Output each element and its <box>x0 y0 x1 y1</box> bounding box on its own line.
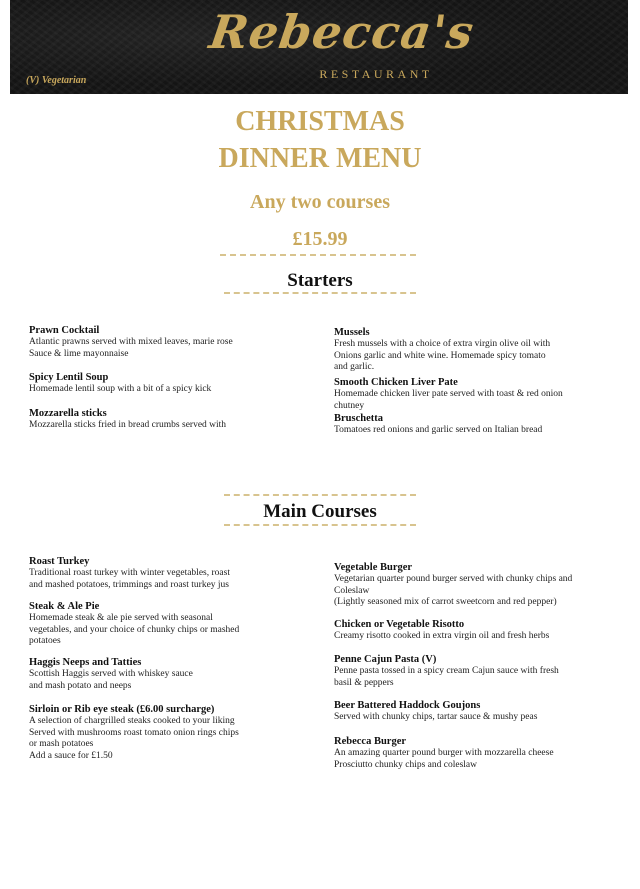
item-description: A selection of chargrilled steaks cooked to your liking Served with mushrooms roast tomato onion rings chips or mash potatoes Add a sauce for £1.50 <box>29 716 239 761</box>
divider <box>224 292 416 294</box>
item-description: Scottish Haggis served with whiskey sauce and mash potato and neeps <box>29 669 193 691</box>
item-name: Smooth Chicken Liver Pate <box>334 377 458 388</box>
menu-title-line2: DINNER MENU <box>218 143 422 174</box>
item-description: Vegetarian quarter pound burger served with chunky chips and Coleslaw (Lightly seasoned mix of carrot sweetcorn and red pepper) <box>334 574 573 607</box>
restaurant-logo: Rebecca's <box>206 5 478 59</box>
menu-item <box>334 654 619 689</box>
divider <box>220 254 416 256</box>
item-description: Creamy risotto cooked in extra virgin oil and fresh herbs <box>334 631 550 641</box>
menu-item <box>334 377 619 412</box>
item-name: Vegetable Burger <box>334 562 413 573</box>
menu-item <box>29 556 314 591</box>
item-description: Tomatoes red onions and garlic served on Italian bread <box>334 425 543 435</box>
menu-item <box>334 413 619 437</box>
item-name: Rebecca Burger <box>334 736 407 747</box>
item-description: Homemade chicken liver pate served with toast & red onion chutney <box>334 389 563 411</box>
menu-item <box>334 619 619 643</box>
menu-item <box>29 704 314 762</box>
menu-item <box>29 372 314 396</box>
menu-item <box>334 736 619 771</box>
vegetarian-note: (V) Vegetarian <box>26 75 87 86</box>
menu-item <box>29 325 314 360</box>
item-name: Prawn Cocktail <box>29 325 100 336</box>
header-banner <box>10 0 628 94</box>
item-name: Chicken or Vegetable Risotto <box>334 619 465 630</box>
item-description: Atlantic prawns served with mixed leaves, marie rose Sauce & lime mayonnaise <box>29 337 233 359</box>
menu-item <box>29 408 314 432</box>
menu-item <box>29 601 314 648</box>
menu-title-line1: CHRISTMAS <box>235 106 405 137</box>
menu-price: £15.99 <box>292 228 348 250</box>
item-description: Penne pasta tossed in a spicy cream Cajun sauce with fresh basil & peppers <box>334 666 559 688</box>
menu-item <box>334 327 619 374</box>
item-name: Mozzarella sticks <box>29 408 107 419</box>
item-name: Spicy Lentil Soup <box>29 372 109 383</box>
item-name: Bruschetta <box>334 413 383 424</box>
menu-subtitle: Any two courses <box>250 191 390 213</box>
divider <box>224 494 416 496</box>
item-name: Haggis Neeps and Tatties <box>29 657 142 668</box>
item-name: Steak & Ale Pie <box>29 601 100 612</box>
item-name: Beer Battered Haddock Goujons <box>334 700 481 711</box>
logo-subtitle: RESTAURANT <box>319 67 433 81</box>
item-name: Roast Turkey <box>29 556 90 567</box>
menu-item <box>334 562 619 609</box>
menu-item <box>29 657 314 692</box>
item-description: An amazing quarter pound burger with mozzarella cheese Prosciutto chunky chips and coleslaw <box>334 748 554 770</box>
item-description: Traditional roast turkey with winter vegetables, roast and mashed potatoes, trimmings and roast turkey jus <box>29 568 230 590</box>
item-description: Homemade lentil soup with a bit of a spicy kick <box>29 384 212 394</box>
item-description: Served with chunky chips, tartar sauce & mushy peas <box>334 712 538 722</box>
menu-item <box>334 700 619 724</box>
item-description: Homemade steak & ale pie served with seasonal vegetables, and your choice of chunky chips or mashed potatoes <box>29 613 240 646</box>
starters-heading: Starters <box>287 270 353 291</box>
item-description: Fresh mussels with a choice of extra virgin olive oil with Onions garlic and white wine. Homemade spicy tomato and garlic. <box>334 339 551 372</box>
divider <box>224 524 416 526</box>
item-name: Mussels <box>334 327 370 338</box>
mains-heading: Main Courses <box>263 501 377 522</box>
item-description: Mozzarella sticks fried in bread crumbs served with <box>29 420 227 430</box>
item-name: Penne Cajun Pasta (V) <box>334 654 437 665</box>
item-name: Sirloin or Rib eye steak (£6.00 surcharge) <box>29 704 215 715</box>
